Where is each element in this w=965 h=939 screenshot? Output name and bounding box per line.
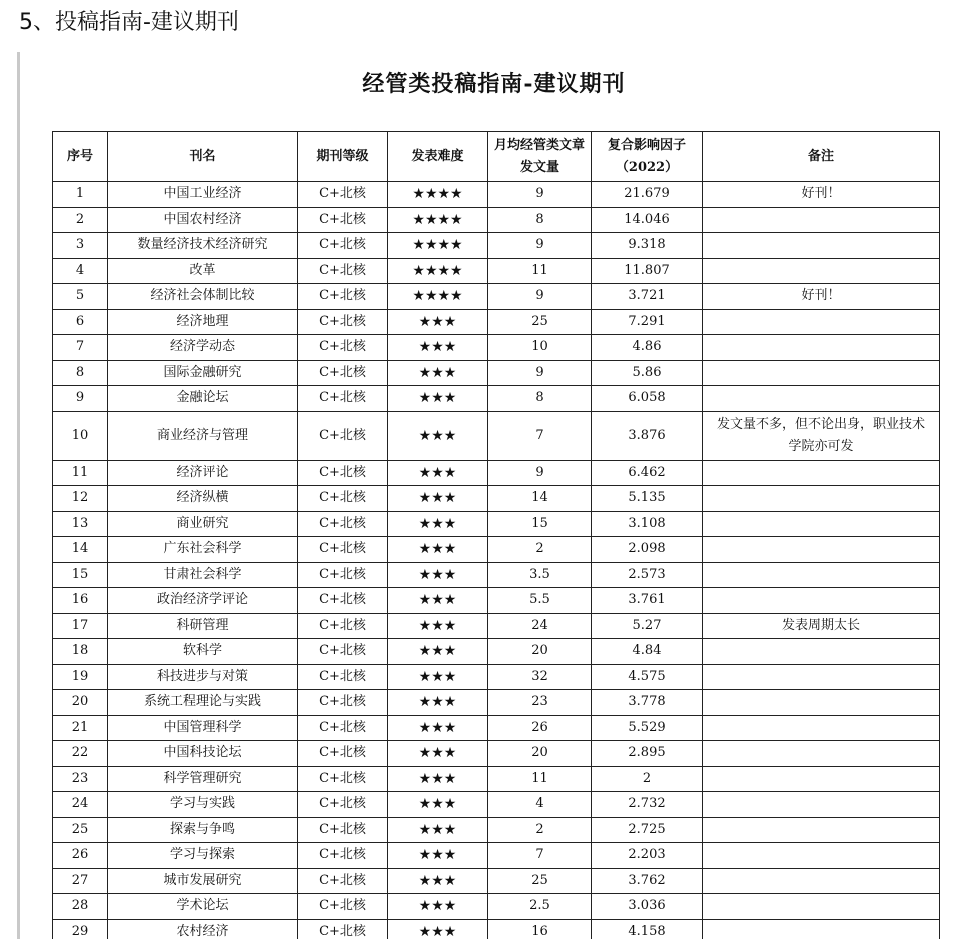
- cell-journal-name: 科研管理: [108, 613, 298, 639]
- table-row: [53, 537, 940, 563]
- table-row: [53, 360, 940, 386]
- cell-impact-factor: 2: [592, 766, 703, 792]
- table-row: [53, 386, 940, 412]
- cell-no: 13: [53, 511, 108, 537]
- cell-note: [703, 868, 940, 894]
- col-header-no: 序号: [53, 132, 108, 182]
- cell-article-count: 5.5: [488, 588, 592, 614]
- cell-difficulty: ★★★: [388, 919, 488, 939]
- document-frame: [17, 52, 965, 939]
- cell-no: 16: [53, 588, 108, 614]
- table-row: [53, 715, 940, 741]
- section-heading: 5、投稿指南-建议期刊: [19, 10, 239, 35]
- cell-article-count: 20: [488, 741, 592, 767]
- cell-journal-name: 中国管理科学: [108, 715, 298, 741]
- cell-note: 发文量不多，但不论出身，职业技术学院亦可发: [703, 411, 940, 460]
- cell-no: 21: [53, 715, 108, 741]
- cell-level: C+北核: [298, 639, 388, 665]
- cell-journal-name: 商业经济与管理: [108, 411, 298, 460]
- cell-note: [703, 511, 940, 537]
- cell-article-count: 15: [488, 511, 592, 537]
- cell-level: C+北核: [298, 284, 388, 310]
- table-row: [53, 639, 940, 665]
- cell-article-count: 2: [488, 537, 592, 563]
- cell-difficulty: ★★★: [388, 562, 488, 588]
- cell-impact-factor: 14.046: [592, 207, 703, 233]
- cell-no: 12: [53, 486, 108, 512]
- table-row: [53, 868, 940, 894]
- cell-article-count: 7: [488, 843, 592, 869]
- table-row: [53, 258, 940, 284]
- cell-impact-factor: 3.036: [592, 894, 703, 920]
- cell-impact-factor: 9.318: [592, 233, 703, 259]
- cell-difficulty: ★★★: [388, 360, 488, 386]
- table-row: [53, 182, 940, 208]
- cell-note: [703, 360, 940, 386]
- document-title: 经管类投稿指南-建议期刊: [362, 71, 626, 97]
- cell-journal-name: 系统工程理论与实践: [108, 690, 298, 716]
- cell-note: [703, 233, 940, 259]
- cell-difficulty: ★★★: [388, 335, 488, 361]
- cell-no: 28: [53, 894, 108, 920]
- cell-note: [703, 537, 940, 563]
- cell-difficulty: ★★★: [388, 894, 488, 920]
- cell-note: [703, 817, 940, 843]
- table-row: [53, 511, 940, 537]
- cell-level: C+北核: [298, 258, 388, 284]
- cell-impact-factor: 4.158: [592, 919, 703, 939]
- table-row: [53, 335, 940, 361]
- cell-level: C+北核: [298, 562, 388, 588]
- cell-level: C+北核: [298, 207, 388, 233]
- cell-impact-factor: 7.291: [592, 309, 703, 335]
- cell-difficulty: ★★★: [388, 411, 488, 460]
- cell-difficulty: ★★★: [388, 309, 488, 335]
- cell-journal-name: 经济纵横: [108, 486, 298, 512]
- cell-article-count: 7: [488, 411, 592, 460]
- cell-journal-name: 经济地理: [108, 309, 298, 335]
- cell-level: C+北核: [298, 741, 388, 767]
- cell-difficulty: ★★★★: [388, 233, 488, 259]
- table-row: [53, 919, 940, 939]
- cell-note: [703, 588, 940, 614]
- cell-article-count: 20: [488, 639, 592, 665]
- cell-no: 26: [53, 843, 108, 869]
- table-row: [53, 588, 940, 614]
- cell-difficulty: ★★★: [388, 460, 488, 486]
- cell-article-count: 2: [488, 817, 592, 843]
- cell-level: C+北核: [298, 335, 388, 361]
- table-row: [53, 766, 940, 792]
- cell-journal-name: 科技进步与对策: [108, 664, 298, 690]
- cell-article-count: 14: [488, 486, 592, 512]
- cell-difficulty: ★★★★: [388, 207, 488, 233]
- cell-article-count: 11: [488, 766, 592, 792]
- cell-journal-name: 经济评论: [108, 460, 298, 486]
- table-row: [53, 233, 940, 259]
- cell-level: C+北核: [298, 766, 388, 792]
- cell-difficulty: ★★★: [388, 741, 488, 767]
- cell-difficulty: ★★★: [388, 613, 488, 639]
- cell-level: C+北核: [298, 511, 388, 537]
- cell-level: C+北核: [298, 460, 388, 486]
- cell-no: 3: [53, 233, 108, 259]
- table-row: [53, 207, 940, 233]
- cell-no: 25: [53, 817, 108, 843]
- cell-note: [703, 562, 940, 588]
- cell-journal-name: 甘肃社会科学: [108, 562, 298, 588]
- table-header-row: [53, 132, 940, 182]
- cell-no: 19: [53, 664, 108, 690]
- cell-level: C+北核: [298, 411, 388, 460]
- cell-journal-name: 中国科技论坛: [108, 741, 298, 767]
- cell-journal-name: 国际金融研究: [108, 360, 298, 386]
- journal-table: [52, 131, 940, 939]
- cell-difficulty: ★★★: [388, 588, 488, 614]
- cell-journal-name: 中国农村经济: [108, 207, 298, 233]
- table-row: [53, 690, 940, 716]
- cell-journal-name: 城市发展研究: [108, 868, 298, 894]
- cell-level: C+北核: [298, 360, 388, 386]
- cell-no: 14: [53, 537, 108, 563]
- cell-difficulty: ★★★: [388, 690, 488, 716]
- cell-note: 发表周期太长: [703, 613, 940, 639]
- cell-article-count: 8: [488, 386, 592, 412]
- cell-impact-factor: 3.108: [592, 511, 703, 537]
- cell-difficulty: ★★★: [388, 843, 488, 869]
- cell-difficulty: ★★★: [388, 868, 488, 894]
- cell-no: 7: [53, 335, 108, 361]
- cell-level: C+北核: [298, 817, 388, 843]
- cell-note: [703, 258, 940, 284]
- cell-impact-factor: 2.895: [592, 741, 703, 767]
- cell-impact-factor: 6.058: [592, 386, 703, 412]
- cell-impact-factor: 3.876: [592, 411, 703, 460]
- cell-journal-name: 学习与实践: [108, 792, 298, 818]
- cell-journal-name: 数量经济技术经济研究: [108, 233, 298, 259]
- cell-note: [703, 843, 940, 869]
- cell-impact-factor: 2.203: [592, 843, 703, 869]
- cell-no: 20: [53, 690, 108, 716]
- table-row: [53, 792, 940, 818]
- cell-no: 10: [53, 411, 108, 460]
- cell-no: 8: [53, 360, 108, 386]
- col-header-level: 期刊等级: [298, 132, 388, 182]
- cell-journal-name: 农村经济: [108, 919, 298, 939]
- cell-journal-name: 学习与探索: [108, 843, 298, 869]
- table-body: [53, 182, 940, 939]
- cell-level: C+北核: [298, 537, 388, 563]
- cell-article-count: 24: [488, 613, 592, 639]
- cell-article-count: 11: [488, 258, 592, 284]
- table-row: [53, 309, 940, 335]
- cell-article-count: 8: [488, 207, 592, 233]
- cell-impact-factor: 5.529: [592, 715, 703, 741]
- cell-article-count: 9: [488, 284, 592, 310]
- cell-note: [703, 460, 940, 486]
- cell-level: C+北核: [298, 588, 388, 614]
- cell-article-count: 9: [488, 233, 592, 259]
- cell-difficulty: ★★★: [388, 664, 488, 690]
- cell-difficulty: ★★★: [388, 715, 488, 741]
- cell-journal-name: 软科学: [108, 639, 298, 665]
- cell-journal-name: 中国工业经济: [108, 182, 298, 208]
- cell-level: C+北核: [298, 233, 388, 259]
- cell-impact-factor: 3.721: [592, 284, 703, 310]
- cell-difficulty: ★★★★: [388, 284, 488, 310]
- cell-no: 18: [53, 639, 108, 665]
- col-header-difficulty: 发表难度: [388, 132, 488, 182]
- cell-journal-name: 科学管理研究: [108, 766, 298, 792]
- table-row: [53, 843, 940, 869]
- col-header-count: 月均经管类文章发文量: [488, 132, 592, 182]
- cell-journal-name: 探索与争鸣: [108, 817, 298, 843]
- cell-note: [703, 919, 940, 939]
- cell-level: C+北核: [298, 868, 388, 894]
- cell-impact-factor: 5.86: [592, 360, 703, 386]
- cell-difficulty: ★★★: [388, 817, 488, 843]
- cell-note: [703, 335, 940, 361]
- cell-note: [703, 207, 940, 233]
- cell-impact-factor: 2.732: [592, 792, 703, 818]
- cell-article-count: 2.5: [488, 894, 592, 920]
- table-row: [53, 562, 940, 588]
- cell-article-count: 23: [488, 690, 592, 716]
- cell-article-count: 25: [488, 309, 592, 335]
- table-row: [53, 741, 940, 767]
- cell-no: 4: [53, 258, 108, 284]
- cell-difficulty: ★★★★: [388, 182, 488, 208]
- cell-note: 好刊！: [703, 284, 940, 310]
- cell-difficulty: ★★★: [388, 639, 488, 665]
- table-row: [53, 664, 940, 690]
- cell-journal-name: 商业研究: [108, 511, 298, 537]
- cell-impact-factor: 5.135: [592, 486, 703, 512]
- cell-no: 24: [53, 792, 108, 818]
- col-header-impact: 复合影响因子（2022）: [592, 132, 703, 182]
- table-row: [53, 894, 940, 920]
- cell-no: 2: [53, 207, 108, 233]
- cell-level: C+北核: [298, 894, 388, 920]
- table-row: [53, 817, 940, 843]
- cell-article-count: 10: [488, 335, 592, 361]
- table-row: [53, 460, 940, 486]
- cell-article-count: 32: [488, 664, 592, 690]
- col-header-note: 备注: [703, 132, 940, 182]
- cell-article-count: 9: [488, 460, 592, 486]
- cell-impact-factor: 3.778: [592, 690, 703, 716]
- table-row: [53, 411, 940, 460]
- cell-no: 22: [53, 741, 108, 767]
- cell-impact-factor: 3.762: [592, 868, 703, 894]
- table-row: [53, 613, 940, 639]
- cell-note: [703, 894, 940, 920]
- cell-article-count: 16: [488, 919, 592, 939]
- cell-level: C+北核: [298, 309, 388, 335]
- cell-note: [703, 386, 940, 412]
- cell-difficulty: ★★★: [388, 766, 488, 792]
- cell-article-count: 9: [488, 182, 592, 208]
- cell-note: [703, 715, 940, 741]
- cell-no: 5: [53, 284, 108, 310]
- cell-note: [703, 664, 940, 690]
- cell-note: [703, 486, 940, 512]
- cell-level: C+北核: [298, 843, 388, 869]
- cell-no: 27: [53, 868, 108, 894]
- table-row: [53, 486, 940, 512]
- cell-no: 9: [53, 386, 108, 412]
- cell-article-count: 26: [488, 715, 592, 741]
- cell-journal-name: 经济社会体制比较: [108, 284, 298, 310]
- cell-journal-name: 经济学动态: [108, 335, 298, 361]
- cell-difficulty: ★★★: [388, 511, 488, 537]
- cell-no: 23: [53, 766, 108, 792]
- cell-impact-factor: 3.761: [592, 588, 703, 614]
- cell-journal-name: 政治经济学评论: [108, 588, 298, 614]
- cell-level: C+北核: [298, 715, 388, 741]
- cell-difficulty: ★★★★: [388, 258, 488, 284]
- cell-no: 17: [53, 613, 108, 639]
- cell-journal-name: 金融论坛: [108, 386, 298, 412]
- cell-impact-factor: 2.573: [592, 562, 703, 588]
- cell-level: C+北核: [298, 613, 388, 639]
- cell-level: C+北核: [298, 664, 388, 690]
- cell-difficulty: ★★★: [388, 792, 488, 818]
- cell-no: 29: [53, 919, 108, 939]
- col-header-name: 刊名: [108, 132, 298, 182]
- cell-level: C+北核: [298, 792, 388, 818]
- table-row: [53, 284, 940, 310]
- cell-no: 15: [53, 562, 108, 588]
- cell-article-count: 3.5: [488, 562, 592, 588]
- cell-impact-factor: 6.462: [592, 460, 703, 486]
- cell-impact-factor: 2.098: [592, 537, 703, 563]
- cell-impact-factor: 4.84: [592, 639, 703, 665]
- cell-note: [703, 639, 940, 665]
- cell-note: [703, 741, 940, 767]
- cell-impact-factor: 4.86: [592, 335, 703, 361]
- cell-no: 1: [53, 182, 108, 208]
- cell-difficulty: ★★★: [388, 537, 488, 563]
- cell-level: C+北核: [298, 386, 388, 412]
- cell-note: [703, 690, 940, 716]
- cell-no: 6: [53, 309, 108, 335]
- cell-article-count: 9: [488, 360, 592, 386]
- cell-impact-factor: 11.807: [592, 258, 703, 284]
- cell-difficulty: ★★★: [388, 486, 488, 512]
- cell-impact-factor: 5.27: [592, 613, 703, 639]
- cell-impact-factor: 4.575: [592, 664, 703, 690]
- cell-note: [703, 766, 940, 792]
- cell-level: C+北核: [298, 690, 388, 716]
- cell-level: C+北核: [298, 486, 388, 512]
- cell-note: [703, 792, 940, 818]
- cell-article-count: 25: [488, 868, 592, 894]
- cell-level: C+北核: [298, 182, 388, 208]
- cell-note: [703, 309, 940, 335]
- cell-impact-factor: 2.725: [592, 817, 703, 843]
- cell-impact-factor: 21.679: [592, 182, 703, 208]
- cell-journal-name: 学术论坛: [108, 894, 298, 920]
- cell-article-count: 4: [488, 792, 592, 818]
- cell-note: 好刊！: [703, 182, 940, 208]
- cell-journal-name: 广东社会科学: [108, 537, 298, 563]
- cell-no: 11: [53, 460, 108, 486]
- cell-level: C+北核: [298, 919, 388, 939]
- cell-journal-name: 改革: [108, 258, 298, 284]
- cell-difficulty: ★★★: [388, 386, 488, 412]
